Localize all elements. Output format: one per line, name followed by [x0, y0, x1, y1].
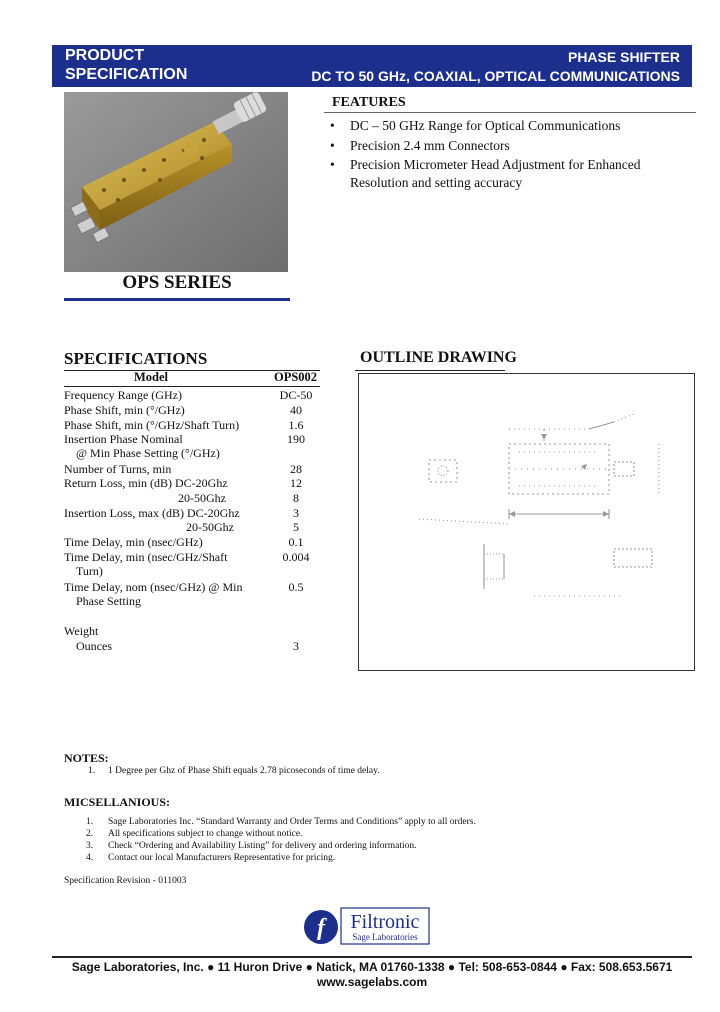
- footer-url[interactable]: www.sagelabs.com: [316, 975, 428, 989]
- spec-label: Phase Shift, min (°/GHz): [64, 403, 185, 417]
- spec-value: 190: [287, 432, 305, 446]
- spec-label: Phase Shift, min (°/GHz/Shaft Turn): [64, 418, 240, 432]
- spec-value: 0.5: [288, 580, 304, 594]
- spec-label: Ounces: [76, 639, 112, 653]
- spec-label: Time Delay, min (nsec/GHz/Shaft: [64, 550, 228, 564]
- feature-item: • DC – 50 GHz Range for Optical Communications: [330, 118, 621, 133]
- note-text: 1 Degree per Ghz of Phase Shift equals 2.78 picoseconds of time delay.: [108, 766, 380, 776]
- header-product-desc: DC TO 50 GHz, COAXIAL, OPTICAL COMMUNICATIONS: [311, 68, 680, 84]
- spec-value: 0.004: [282, 550, 310, 564]
- product-photo: [64, 92, 288, 272]
- feature-item: • Precision 2.4 mm Connectors: [330, 137, 510, 153]
- spec-label: Number of Turns, min: [64, 462, 172, 476]
- misc-title: MICSELLANIOUS:: [64, 795, 171, 809]
- spec-label: Frequency Range (GHz): [64, 388, 182, 402]
- spec-value: 5: [293, 520, 299, 534]
- logo-mark: f: [317, 915, 325, 941]
- spec-value: 12: [290, 476, 302, 490]
- outline-drawing-title: OUTLINE DRAWING: [360, 349, 517, 366]
- spec-label: Turn): [76, 564, 103, 578]
- spec-label: Insertion Loss, max (dB) DC-20Ghz: [64, 506, 240, 520]
- misc-number: 2.: [86, 829, 94, 839]
- spec-revision: Specification Revision - 011003: [64, 876, 187, 886]
- spec-value: 1.6: [288, 418, 304, 432]
- header-product-type: PHASE SHIFTER: [567, 49, 680, 65]
- spec-label: Insertion Phase Nominal: [64, 432, 183, 446]
- features-list: [330, 117, 680, 193]
- notes-title: NOTES:: [64, 751, 109, 765]
- series-underline: [64, 298, 290, 301]
- bullet-icon: •: [330, 118, 335, 133]
- logo-name: Filtronic: [350, 911, 420, 933]
- logo-sub: Sage Laboratories: [352, 932, 418, 942]
- spec-value: 0.1: [288, 535, 304, 549]
- outline-drawing: [359, 374, 693, 669]
- misc-number: 1.: [86, 817, 94, 827]
- spec-value: DC-50: [279, 388, 313, 402]
- header-product: PRODUCT: [65, 47, 145, 64]
- bullet-icon: •: [330, 137, 335, 153]
- series-title: OPS SERIES: [122, 272, 232, 293]
- spec-value: 40: [290, 403, 302, 417]
- header-banner: [52, 45, 692, 87]
- outline-drawing-frame: [358, 373, 695, 671]
- misc-text: All specifications subject to change without notice.: [108, 829, 303, 839]
- filtronic-logo: [303, 904, 433, 950]
- specifications-title: SPECIFICATIONS: [64, 349, 208, 368]
- misc-text: Check “Ordering and Availability Listing” for delivery and ordering information.: [108, 841, 417, 851]
- spec-header-rule: [64, 386, 320, 387]
- note-number: 1.: [88, 766, 96, 776]
- features-title: FEATURES: [332, 95, 406, 110]
- header-specification: SPECIFICATION: [65, 66, 188, 83]
- spec-label: 20-50Ghz: [186, 520, 234, 534]
- spec-value: 28: [290, 462, 302, 476]
- spec-value: 8: [293, 491, 299, 505]
- bullet-icon: •: [330, 157, 335, 172]
- footer-address: Sage Laboratories, Inc. ● 11 Huron Drive ● Natick, MA 01760-1338 ● Tel: 508-653-0844 ● Fax: 508.653.5671: [71, 960, 673, 974]
- misc-text: Sage Laboratories Inc. “Standard Warranty and Order Terms and Conditions” apply to all orders.: [108, 817, 476, 827]
- misc-number: 3.: [86, 841, 94, 851]
- spec-label: @ Min Phase Setting (°/GHz): [76, 446, 220, 460]
- spec-label: Phase Setting: [76, 594, 141, 608]
- spec-value: 3: [293, 506, 299, 520]
- spec-label: Return Loss, min (dB) DC-20Ghz: [64, 476, 228, 490]
- spec-label: Time Delay, min (nsec/GHz): [64, 535, 203, 549]
- spec-label: 20-50Ghz: [178, 491, 226, 505]
- outline-title-rule: [355, 370, 505, 371]
- misc-number: 4.: [86, 853, 94, 863]
- misc-text: Contact our local Manufacturers Representative for pricing.: [108, 853, 336, 863]
- spec-label: Weight: [64, 624, 99, 638]
- spec-col-value: OPS002: [274, 370, 318, 384]
- spec-label: Time Delay, nom (nsec/GHz) @ Min: [64, 580, 243, 594]
- feature-item: • Precision Micrometer Head Adjustment for Enhanced Resolution and setting accuracy: [330, 157, 641, 190]
- footer-rule: [52, 956, 692, 958]
- spec-value: 3: [293, 639, 299, 653]
- features-divider: [324, 112, 696, 113]
- spec-col-model: Model: [134, 370, 169, 384]
